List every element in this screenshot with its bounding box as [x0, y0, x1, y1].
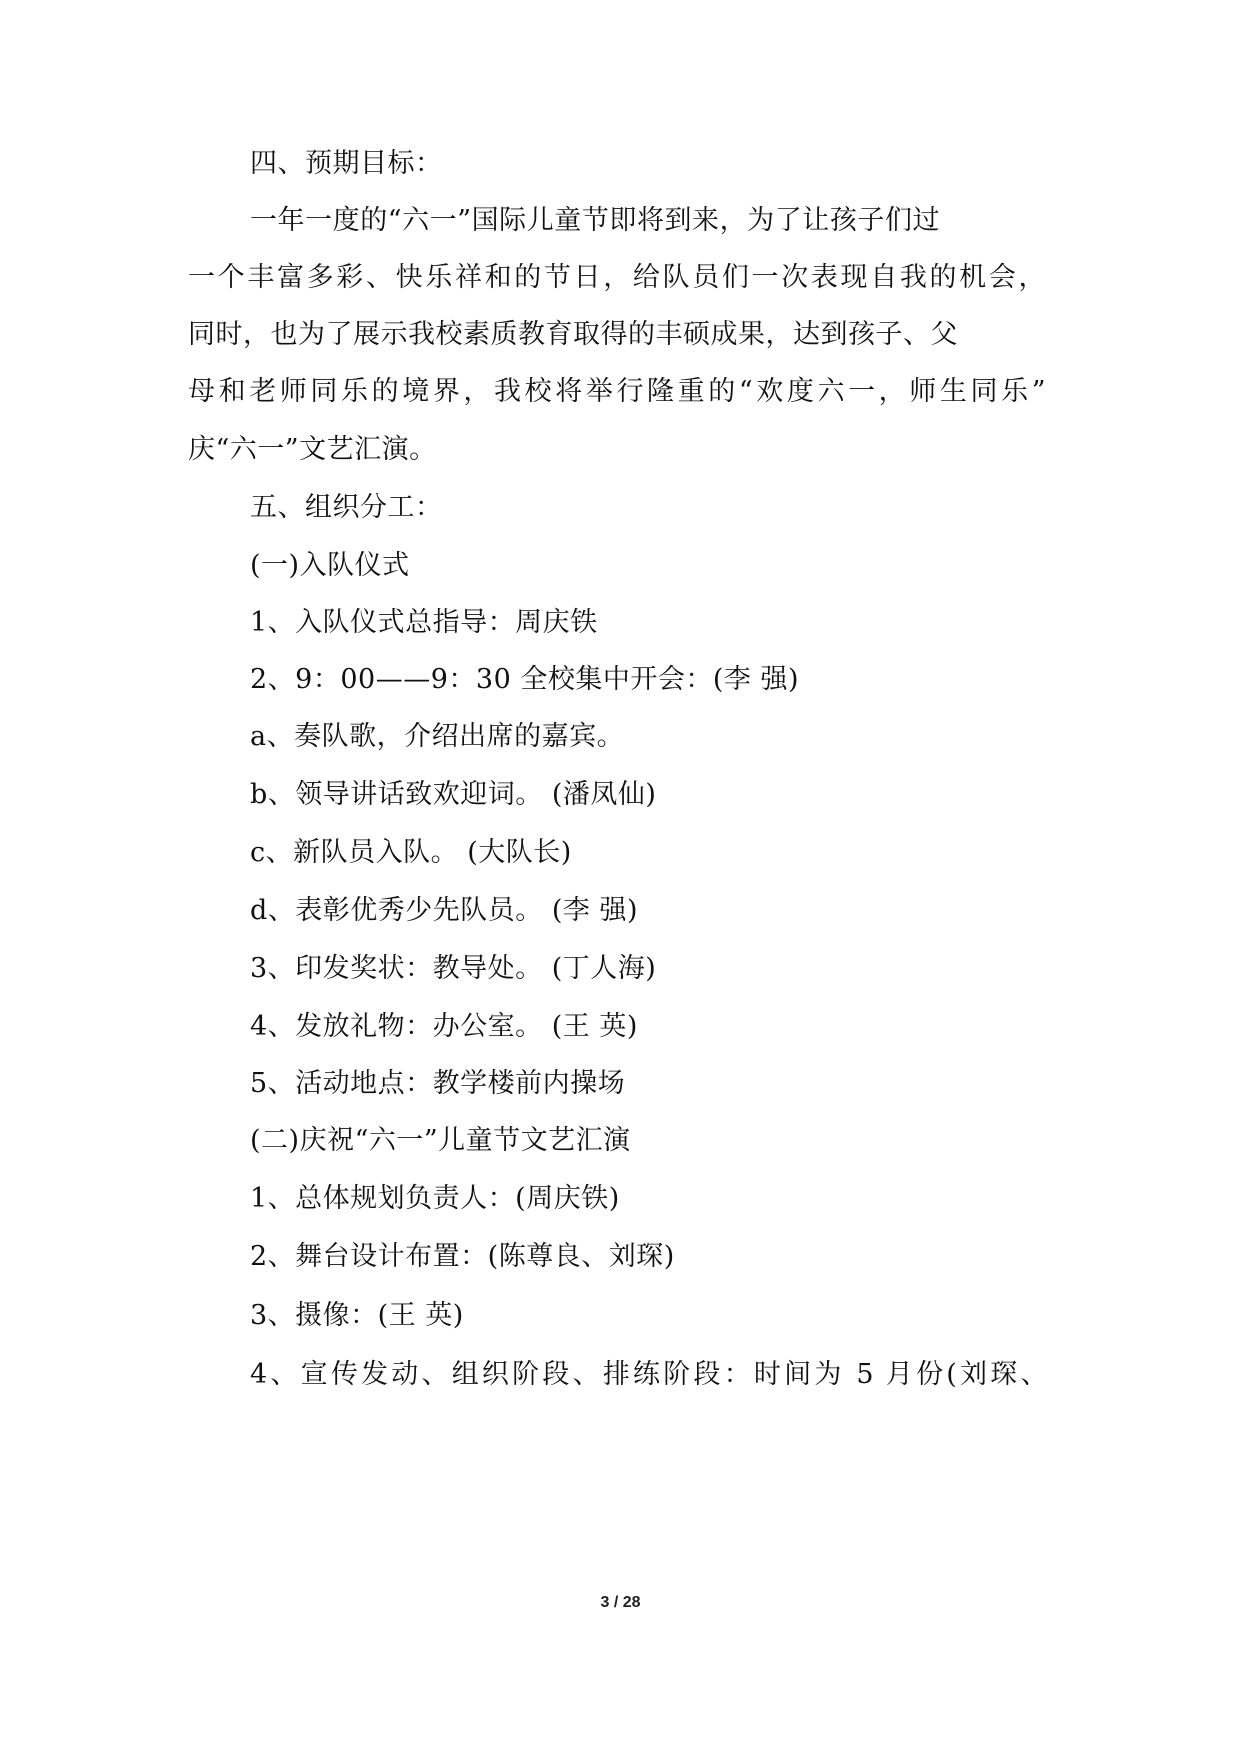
list-item: 3、印发奖状：教导处。 (丁人海) [250, 953, 657, 984]
page-number: 3 / 28 [600, 1594, 641, 1611]
list-item: 4、宣传发动、组织阶段、排练阶段：时间为 5 月份(刘琛、 [250, 1359, 1048, 1390]
list-item: 3、摄像：(王 英) [250, 1300, 464, 1331]
list-item: 4、发放礼物：办公室。 (王 英) [250, 1011, 638, 1042]
paragraph-line: 母和老师同乐的境界，我校将举行隆重的“欢度六一，师生同乐” [188, 376, 1046, 407]
paragraph-line: 庆“六一”文艺汇演。 [188, 434, 437, 465]
subsection-heading: (一)入队仪式 [250, 550, 410, 581]
list-item: 5、活动地点：教学楼前内操场 [250, 1068, 626, 1099]
list-item: 2、9：00——9：30 全校集中开会：(李 强) [250, 664, 799, 695]
subsection-heading: (二)庆祝“六一”儿童节文艺汇演 [250, 1125, 631, 1156]
list-item: d、表彰优秀少先队员。 (李 强) [250, 895, 639, 926]
list-item: a、奏队歌，介绍出席的嘉宾。 [250, 721, 625, 752]
list-item: b、领导讲话致欢迎词。 (潘凤仙) [250, 779, 657, 810]
section-heading-goals: 四、预期目标： [250, 148, 443, 179]
list-item: 2、舞台设计布置：(陈尊良、刘琛) [250, 1241, 675, 1272]
paragraph-line: 同时，也为了展示我校素质教育取得的丰硕成果，达到孩子、父 [188, 319, 958, 350]
paragraph-line: 一年一度的“六一”国际儿童节即将到来，为了让孩子们过 [250, 205, 940, 236]
paragraph-line: 一个丰富多彩、快乐祥和的节日，给队员们一次表现自我的机会， [188, 262, 1046, 293]
list-item: 1、入队仪式总指导：周庆铁 [250, 607, 598, 638]
list-item: 1、总体规划负责人：(周庆铁) [250, 1183, 620, 1214]
section-heading-division: 五、组织分工： [250, 492, 443, 523]
list-item: c、新队员入队。 (大队长) [250, 837, 572, 868]
